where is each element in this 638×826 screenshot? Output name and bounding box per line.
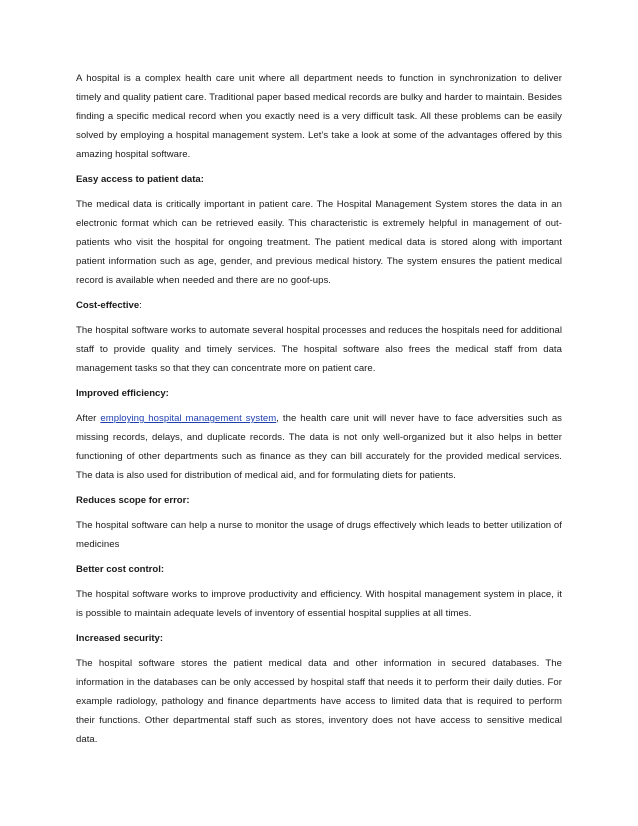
document-page [76, 69, 562, 755]
hospital-management-system-link[interactable]: employing hospital management system [100, 413, 277, 424]
heading-increased-security [76, 629, 562, 648]
heading-text: Improved efficiency: [76, 388, 169, 399]
heading-improved-efficiency [76, 384, 562, 403]
heading-text: Better cost control: [76, 564, 165, 575]
heading-easy-access [76, 170, 562, 189]
heading-text: Cost-effective [76, 300, 140, 311]
heading-cost-control [76, 560, 562, 579]
heading-text: Increased security: [76, 633, 164, 644]
intro-paragraph: A hospital is a complex health care unit where all department needs to function in synchronization to deliver timely and quality patient care. Traditional paper based medical records are bulky and harder to maintain. Besides finding a specific medical record when you exactly need is a very difficult task. All these problems can be easily solved by employing a hospital management system. Let’s take a look at some of the advantages offered by this amazing hospital software. [76, 73, 562, 160]
paragraph-improved-efficiency [76, 409, 562, 485]
heading-text: Reduces scope for error: [76, 495, 190, 506]
paragraph-increased-security: The hospital software stores the patient medical data and other information in secured databases. The information in the databases can be only accessed by hospital staff that needs it to perform their daily duties. For example radiology, pathology and finance departments have access to limited data that is required to perform their functions. Other departmental staff such as stores, inventory does not have access to sensitive medical data. [76, 658, 562, 745]
paragraph-easy-access: The medical data is critically important in patient care. The Hospital Management System stores the data in an electronic format which can be retrieved easily. This characteristic is extremely helpful in management of out-patients who visit the hospital for ongoing treatment. The patient medical data is stored along with important patient information such as age, gender, and previous medical history. The system ensures the patient medical record is available when needed and there are no goof-ups. [76, 199, 562, 286]
heading-colon: : [139, 300, 142, 311]
heading-text: Easy access to patient data: [76, 174, 204, 185]
paragraph-cost-control: The hospital software works to improve productivity and efficiency. With hospital management system in place, it is possible to maintain adequate levels of inventory of essential hospital supplies at all times. [76, 589, 562, 619]
heading-reduces-error [76, 491, 562, 510]
paragraph-cost-effective: The hospital software works to automate several hospital processes and reduces the hospitals need for additional staff to provide quality and timely services. The hospital software also frees the medical staff from data management tasks so that they can concentrate more on patient care. [76, 325, 562, 374]
text-before-link: After [76, 413, 101, 424]
paragraph-reduces-error: The hospital software can help a nurse to monitor the usage of drugs effectively which leads to better utilization of medicines [76, 520, 562, 550]
heading-cost-effective [76, 296, 562, 315]
text-after-link: , the health care unit will never have to face adversities such as missing records, delays, and duplicate records. The data is not only well-organized but it also helps in better functioning of other departments such as finance as they can bill accurately for the provided medical services. The data is also used for distribution of medical aid, and for formulating diets for patients. [76, 413, 562, 481]
